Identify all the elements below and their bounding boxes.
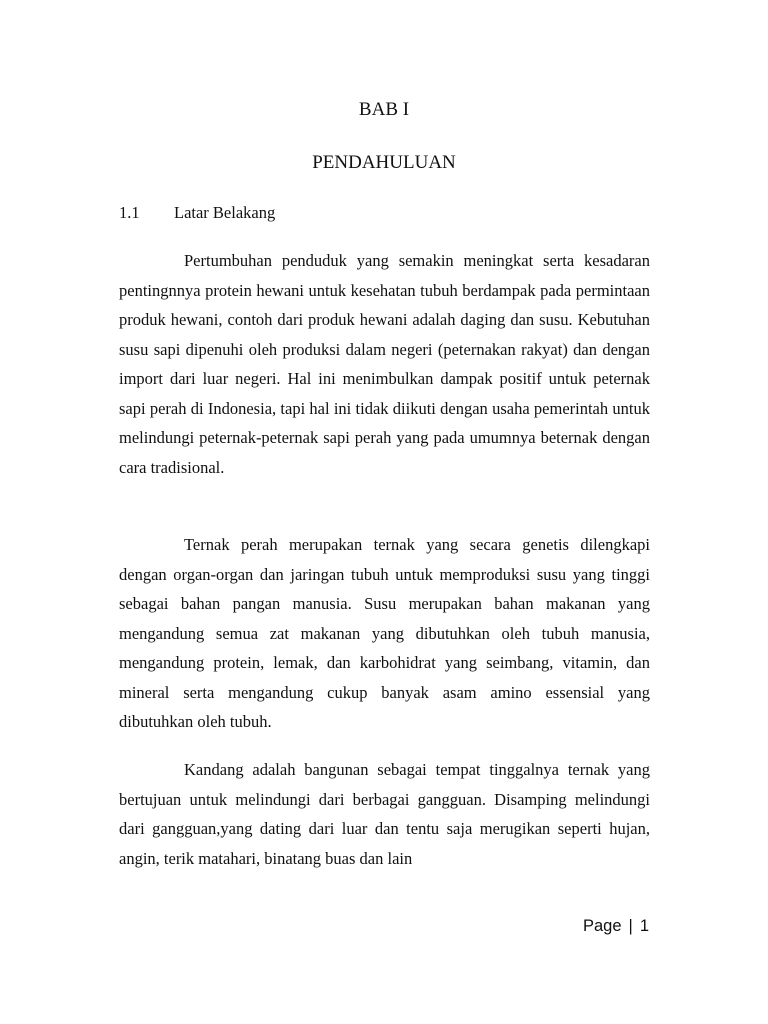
section-number: 1.1: [119, 203, 140, 222]
chapter-heading: BAB I: [358, 99, 410, 120]
section-title: Latar Belakang: [174, 203, 276, 222]
page-footer: [583, 915, 649, 937]
section-heading: [119, 202, 275, 224]
page-label: Page: [582, 917, 622, 935]
paragraph: Kandang adalah bangunan sebagai tempat tinggalnya ternak yang bertujuan untuk melindungi dari berbagai gangguan. Disamping melindungi dari gangguan,yang dating dari luar dan tentu saja merugikan seperti hujan, angin, terik matahari, binatang buas dan lain: [119, 760, 650, 868]
page-separator: |: [628, 917, 633, 935]
page-number: 1: [639, 917, 649, 935]
paragraph: Pertumbuhan penduduk yang semakin meningkat serta kesadaran pentingnnya protein hewani untuk kesehatan tubuh berdampak pada permintaan produk hewani, contoh dari produk hewani adalah daging dan susu. Kebutuhan susu sapi dipenuhi oleh produksi dalam negeri (peternakan rakyat) dan dengan import dari luar negeri. Hal ini menimbulkan dampak positif untuk peternak sapi perah di Indonesia, tapi hal ini tidak diikuti dengan usaha pemerintah untuk melindungi peternak-peternak sapi perah yang pada umumnya beternak dengan cara tradisional.: [119, 251, 650, 477]
paragraph: Ternak perah merupakan ternak yang secara genetis dilengkapi dengan organ-organ dan jaringan tubuh untuk memproduksi susu yang tinggi sebagai bahan pangan manusia. Susu merupakan bahan makanan yang mengandung semua zat makanan yang dibutuhkan oleh tubuh manusia, mengandung protein, lemak, dan karbohidrat yang seimbang, vitamin, dan mineral serta mengandung cukup banyak asam amino essensial yang dibutuhkan oleh tubuh.: [119, 535, 650, 731]
chapter-title: PENDAHULUAN: [312, 152, 456, 173]
